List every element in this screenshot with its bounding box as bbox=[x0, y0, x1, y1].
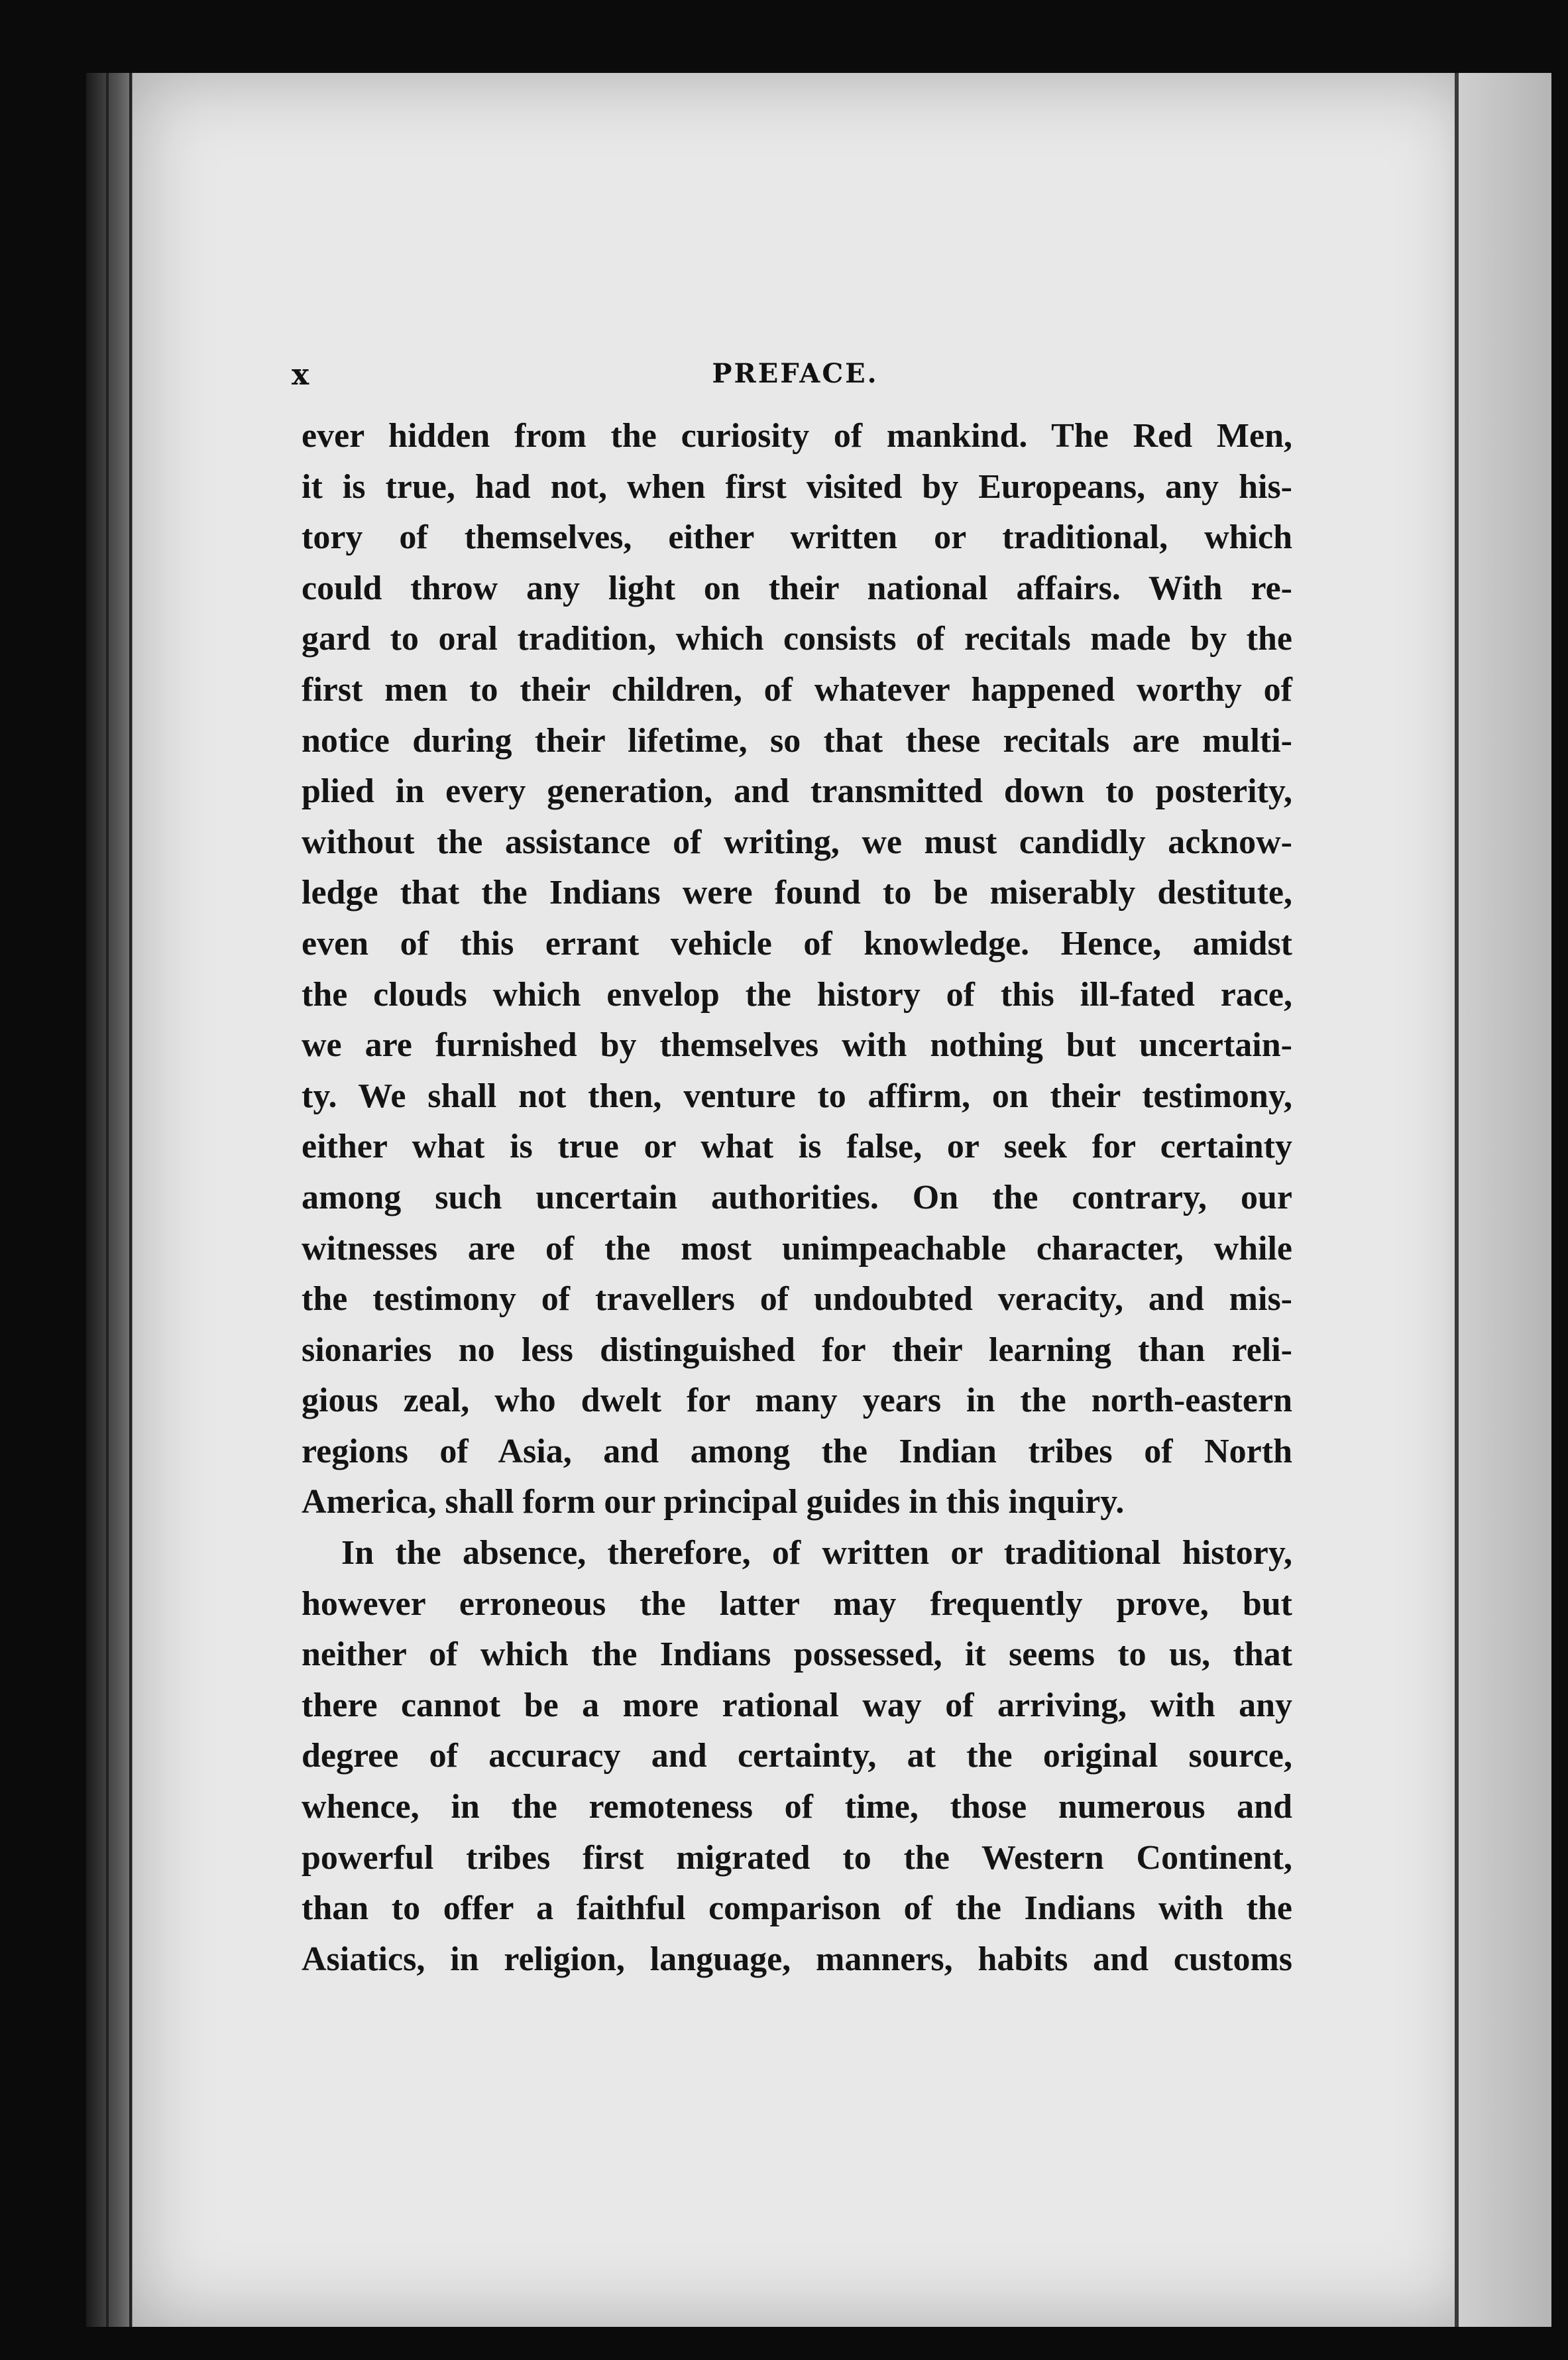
text-line: powerful tribes first migrated to the Western Continent, bbox=[302, 1838, 1292, 1877]
text-line: the clouds which envelop the history of this ill-fated race, bbox=[302, 975, 1292, 1014]
text-line: than to offer a faithful comparison of the Indians with the bbox=[302, 1889, 1292, 1928]
text-line: witnesses are of the most unimpeachable character, while bbox=[302, 1229, 1292, 1268]
text-line: however erroneous the latter may frequently prove, but bbox=[302, 1584, 1292, 1623]
text-line: regions of Asia, and among the Indian tribes of North bbox=[302, 1432, 1292, 1470]
text-line: ever hidden from the curiosity of mankind. The Red Men, bbox=[302, 417, 1292, 455]
text-line: we are furnished by themselves with nothing but uncertain- bbox=[302, 1026, 1292, 1065]
facing-page-strip bbox=[1459, 73, 1551, 2327]
text-line: neither of which the Indians possessed, it seems to us, that bbox=[302, 1635, 1292, 1674]
text-line: the testimony of travellers of undoubted veracity, and mis- bbox=[302, 1280, 1292, 1319]
text-line: first men to their children, of whatever happened worthy of bbox=[302, 670, 1292, 709]
text-line: sionaries no less distinguished for their learning than reli- bbox=[302, 1330, 1292, 1369]
text-line: gard to oral tradition, which consists of recitals made by the bbox=[302, 620, 1292, 658]
text-line: gious zeal, who dwelt for many years in the north-eastern bbox=[302, 1382, 1292, 1420]
text-line: ledge that the Indians were found to be miserably destitute, bbox=[302, 874, 1292, 912]
paragraph-1 bbox=[302, 411, 1292, 1528]
text-line: could throw any light on their national affairs. With re- bbox=[302, 569, 1292, 607]
text-line: there cannot be a more rational way of arriving, with any bbox=[302, 1686, 1292, 1724]
text-line: Asiatics, in religion, language, manners, habits and customs bbox=[302, 1940, 1292, 1978]
page-number: x bbox=[292, 358, 309, 392]
text-line: In the absence, therefore, of written or traditional history, bbox=[341, 1534, 1292, 1572]
text-line: either what is true or what is false, or seek for certainty bbox=[302, 1128, 1292, 1166]
text-line: plied in every generation, and transmitted down to posterity, bbox=[302, 772, 1292, 811]
text-line: degree of accuracy and certainty, at the original source, bbox=[302, 1737, 1292, 1775]
text-line: whence, in the remoteness of time, those numerous and bbox=[302, 1788, 1292, 1826]
text-line: it is true, had not, when first visited by Europeans, any his- bbox=[302, 467, 1292, 506]
paragraph-2 bbox=[302, 1528, 1292, 1985]
text-line: tory of themselves, either written or traditional, which bbox=[302, 518, 1292, 557]
body-text bbox=[302, 411, 1292, 1985]
text-line: without the assistance of writing, we must candidly acknow- bbox=[302, 823, 1292, 861]
text-line: among such uncertain authorities. On the contrary, our bbox=[302, 1178, 1292, 1216]
text-line: America, shall form our principal guides in this inquiry. bbox=[302, 1483, 1125, 1521]
text-line: notice during their lifetime, so that these recitals are multi- bbox=[302, 721, 1292, 760]
running-head: PREFACE. bbox=[712, 358, 879, 389]
text-line: even of this errant vehicle of knowledge. Hence, amidst bbox=[302, 924, 1292, 963]
text-line: ty. We shall not then, venture to affirm, on their testimony, bbox=[302, 1077, 1292, 1115]
page-header bbox=[292, 358, 1299, 404]
